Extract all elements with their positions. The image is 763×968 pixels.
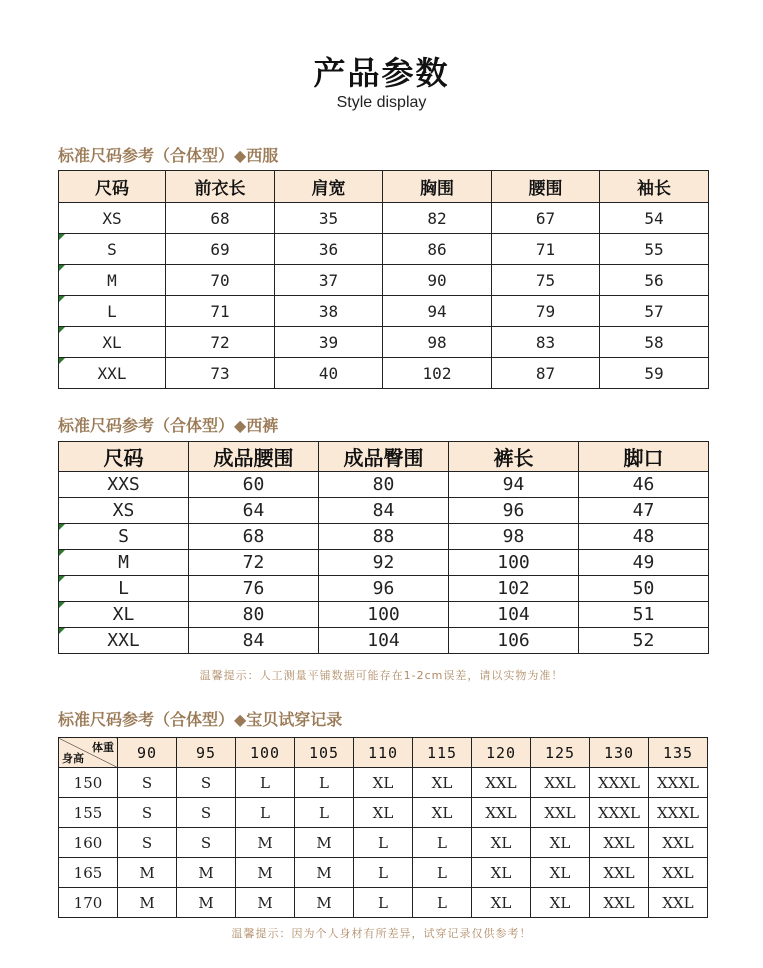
size-cell: XXL [649,888,708,918]
measure-cell: 51 [579,602,709,628]
height-cell: 170 [59,888,118,918]
column-header: 尺码 [59,171,166,203]
size-cell: XXL [590,888,649,918]
measure-cell: 59 [600,358,709,389]
measure-cell: 72 [166,327,275,358]
measure-cell: 35 [275,203,383,234]
measure-cell: 68 [189,524,319,550]
weight-header: 115 [413,738,472,768]
size-cell: XL [531,888,590,918]
size-cell: M [236,828,295,858]
measure-cell: 102 [449,576,579,602]
measure-cell: 79 [492,296,600,327]
size-cell: XL [354,768,413,798]
table-row [59,524,709,550]
size-cell: M [118,858,177,888]
table-row [59,203,709,234]
measure-cell: 94 [449,472,579,498]
measure-cell: 36 [275,234,383,265]
size-cell: XXL [59,628,189,654]
table-row [59,234,709,265]
size-cell: XXL [59,358,166,389]
measure-cell: 83 [492,327,600,358]
measure-cell: 84 [319,498,449,524]
measure-cell: 102 [383,358,492,389]
suit-section-title: 标准尺码参考（合体型）◆西服 [58,146,279,165]
size-cell: M [295,828,354,858]
size-cell: L [413,888,472,918]
table-row [59,888,708,918]
measure-cell: 52 [579,628,709,654]
size-cell: M [59,550,189,576]
measure-cell: 56 [600,265,709,296]
size-cell: XXXL [649,798,708,828]
measure-cell: 100 [449,550,579,576]
suit-size-table [58,170,709,389]
size-cell: S [177,798,236,828]
measure-cell: 73 [166,358,275,389]
page-title: 产品参数 [313,54,450,92]
measure-cell: 98 [449,524,579,550]
table-row [59,628,709,654]
column-header: 前衣长 [166,171,275,203]
measure-cell: 72 [189,550,319,576]
size-cell: L [59,296,166,327]
measure-cell: 106 [449,628,579,654]
height-cell: 155 [59,798,118,828]
tryon-table-header [59,738,708,768]
size-cell: S [118,798,177,828]
size-cell: XL [531,858,590,888]
measure-cell: 86 [383,234,492,265]
table-row [59,798,708,828]
pants-size-table [58,441,709,654]
measure-cell: 69 [166,234,275,265]
size-cell: L [413,828,472,858]
table-row [59,472,709,498]
measure-cell: 54 [600,203,709,234]
measure-cell: 68 [166,203,275,234]
column-header: 肩宽 [275,171,383,203]
weight-header: 95 [177,738,236,768]
size-cell: S [118,768,177,798]
size-cell: XXXL [649,768,708,798]
size-cell: S [59,234,166,265]
size-cell: L [236,798,295,828]
measure-cell: 104 [319,628,449,654]
size-cell: XXXL [590,798,649,828]
weight-header: 105 [295,738,354,768]
measure-cell: 70 [166,265,275,296]
table-row [59,327,709,358]
size-cell: M [236,858,295,888]
table-row [59,498,709,524]
size-cell: XS [59,203,166,234]
measure-cell: 49 [579,550,709,576]
size-cell: XXL [590,858,649,888]
table-row [59,358,709,389]
measure-cell: 67 [492,203,600,234]
column-header: 成品臀围 [319,442,449,472]
measure-cell: 71 [166,296,275,327]
size-cell: XXL [649,858,708,888]
tryon-note: 温馨提示：因为个人身材有所差异，试穿记录仅供参考！ [231,927,532,940]
height-cell: 150 [59,768,118,798]
measure-cell: 55 [600,234,709,265]
size-cell: S [177,768,236,798]
size-cell: L [295,768,354,798]
measure-cell: 88 [319,524,449,550]
size-cell: XL [472,858,531,888]
size-cell: XL [354,798,413,828]
column-header: 腰围 [492,171,600,203]
measure-cell: 92 [319,550,449,576]
measure-cell: 76 [189,576,319,602]
size-cell: M [177,858,236,888]
weight-header: 90 [118,738,177,768]
size-cell: XXL [590,828,649,858]
measure-cell: 96 [449,498,579,524]
page-subtitle: Style display [336,94,427,111]
size-cell: L [295,798,354,828]
size-cell: M [295,888,354,918]
size-cell: M [236,888,295,918]
size-cell: S [118,828,177,858]
measure-cell: 64 [189,498,319,524]
measure-cell: 98 [383,327,492,358]
weight-header: 125 [531,738,590,768]
size-cell: XS [59,498,189,524]
size-cell: L [413,858,472,888]
size-cell: XL [413,798,472,828]
height-cell: 165 [59,858,118,888]
corner-header-cell [59,738,118,768]
column-header: 尺码 [59,442,189,472]
height-cell: 160 [59,828,118,858]
measure-cell: 48 [579,524,709,550]
measure-cell: 75 [492,265,600,296]
measure-cell: 104 [449,602,579,628]
measure-cell: 96 [319,576,449,602]
table-row [59,828,708,858]
measure-cell: 39 [275,327,383,358]
size-cell: XXS [59,472,189,498]
size-cell: S [177,828,236,858]
size-cell: XL [413,768,472,798]
table-row [59,265,709,296]
column-header: 袖长 [600,171,709,203]
size-cell: XL [59,602,189,628]
size-cell: L [354,888,413,918]
weight-header: 135 [649,738,708,768]
size-cell: M [177,888,236,918]
size-cell: L [236,768,295,798]
measure-cell: 82 [383,203,492,234]
size-cell: XL [472,828,531,858]
measure-cell: 80 [319,472,449,498]
size-cell: XXL [472,768,531,798]
column-header: 裤长 [449,442,579,472]
measure-cell: 94 [383,296,492,327]
column-header: 成品腰围 [189,442,319,472]
measure-cell: 71 [492,234,600,265]
tryon-section-title: 标准尺码参考（合体型）◆宝贝试穿记录 [58,710,343,729]
measure-cell: 57 [600,296,709,327]
table-row [59,550,709,576]
measure-cell: 47 [579,498,709,524]
measure-cell: 80 [189,602,319,628]
measure-cell: 87 [492,358,600,389]
measure-cell: 60 [189,472,319,498]
table-row [59,602,709,628]
size-cell: L [354,828,413,858]
column-header: 胸围 [383,171,492,203]
size-cell: L [354,858,413,888]
weight-header: 100 [236,738,295,768]
weight-header: 110 [354,738,413,768]
size-cell: M [59,265,166,296]
pants-section-title: 标准尺码参考（合体型）◆西裤 [58,416,279,435]
weight-label: 体重 [92,741,114,754]
size-cell: M [118,888,177,918]
height-label: 身高 [62,752,84,765]
size-cell: S [59,524,189,550]
measure-cell: 40 [275,358,383,389]
weight-header: 130 [590,738,649,768]
size-cell: M [295,858,354,888]
size-cell: XXXL [590,768,649,798]
measure-cell: 100 [319,602,449,628]
table-row [59,576,709,602]
weight-header: 120 [472,738,531,768]
size-cell: XXL [531,768,590,798]
size-cell: XXL [649,828,708,858]
table-row [59,858,708,888]
size-cell: XL [531,828,590,858]
table-row [59,768,708,798]
table-row [59,296,709,327]
size-cell: XL [472,888,531,918]
measure-cell: 38 [275,296,383,327]
measure-cell: 58 [600,327,709,358]
pants-note: 温馨提示：人工测量平铺数据可能存在1-2cm误差，请以实物为准！ [199,669,564,682]
size-cell: XL [59,327,166,358]
size-cell: XXL [531,798,590,828]
pants-table-header [59,442,709,472]
suit-table-header [59,171,709,203]
measure-cell: 37 [275,265,383,296]
measure-cell: 84 [189,628,319,654]
measure-cell: 46 [579,472,709,498]
tryon-record-table [58,737,708,918]
measure-cell: 90 [383,265,492,296]
column-header: 脚口 [579,442,709,472]
size-cell: XXL [472,798,531,828]
measure-cell: 50 [579,576,709,602]
size-cell: L [59,576,189,602]
